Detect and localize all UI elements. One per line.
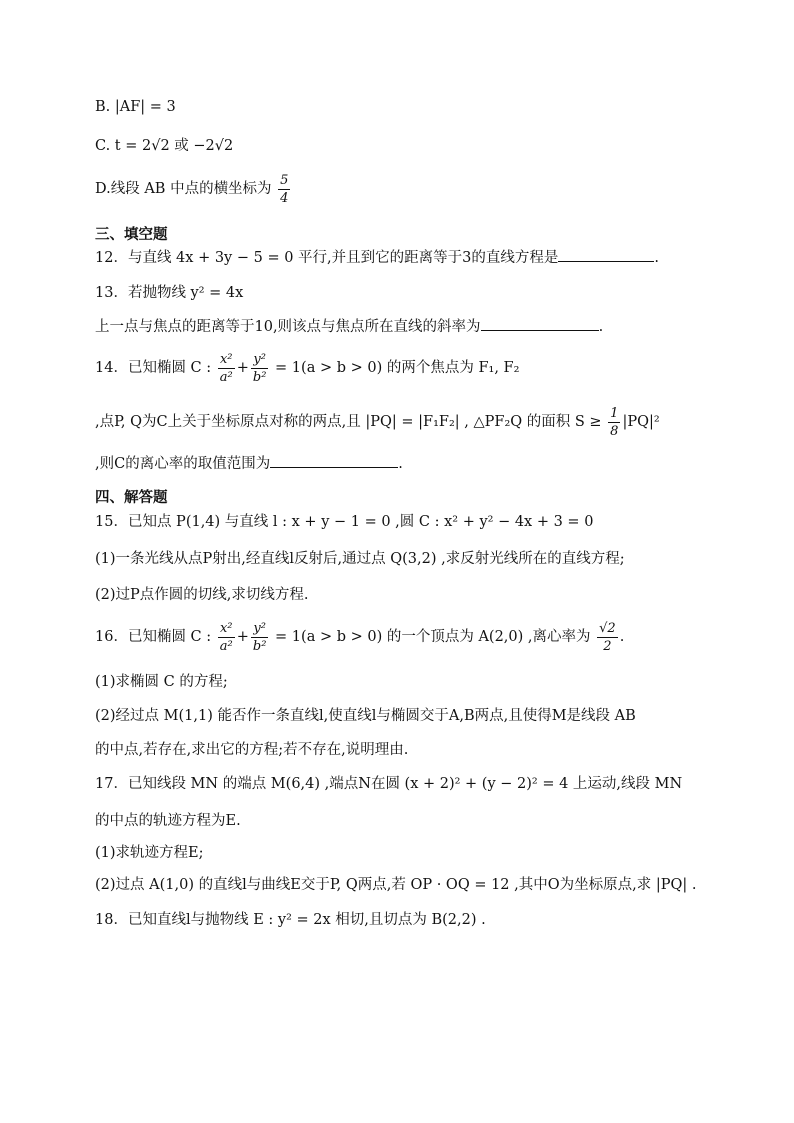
question-16-part2-line2: 的中点,若存在,求出它的方程;若不存在,说明理由.: [95, 742, 409, 758]
question-16-stem: 16．已知椭圆 C : $\frac{\text{x²}}{\text{a²}}$ + $\frac{\text{y²}}{\text{b²}}$ = 1(a > b > 0) 的一个顶点为 A(2,0) ,离心率为 $\frac{√2}{2}$ .: [95, 620, 625, 654]
question-18: 18．已知直线l与抛物线 E : y² = 2x 相切,且切点为 B(2,2) .: [95, 912, 486, 928]
choice-d: D.线段 AB 中点的横坐标为 $\frac{5}{4}$: [95, 172, 289, 206]
choice-b: B. |AF| = 3: [95, 99, 176, 115]
fraction: $\frac{\text{x²}}{\text{a²}}$: [219, 351, 233, 385]
question-14-line2: ,点P, Q为C上关于坐标原点对称的两点,且 |PQ| = |F₁F₂| , △PF₂Q 的面积 S ≥ $\frac{1}{8}$ |PQ|²: [95, 405, 660, 439]
section-heading-fill-blank: 三、填空题: [95, 227, 168, 243]
fraction: $\frac{√2}{2}$: [599, 620, 616, 654]
question-14-line3: ,则C的离心率的取值范围为 .: [95, 453, 403, 474]
question-13-line1: 13．若抛物线 y² = 4x: [95, 285, 244, 301]
section-heading-solutions: 四、解答题: [95, 490, 168, 506]
question-15-part1: (1)一条光线从点P射出,经直线l反射后,通过点 Q(3,2) ,求反射光线所在的直线方程;: [95, 551, 625, 567]
fraction: $\frac{\text{y²}}{\text{b²}}$: [252, 620, 267, 654]
question-17-stem-line2: 的中点的轨迹方程为E.: [95, 813, 241, 829]
question-15-stem: 15．已知点 P(1,4) 与直线 l : x + y − 1 = 0 ,圆 C : x² + y² − 4x + 3 = 0: [95, 514, 594, 530]
choice-c: C. t = 2√2 或 −2√2: [95, 138, 234, 154]
fraction: $\frac{5}{4}$: [280, 172, 289, 206]
question-17-part2: (2)过点 A(1,0) 的直线l与曲线E交于P, Q两点,若 OP · OQ = 12 ,其中O为坐标原点,求 |PQ| .: [95, 877, 697, 893]
question-16-part2-line1: (2)经过点 M(1,1) 能否作一条直线l,使直线l与椭圆交于A,B两点,且使得M是线段 AB: [95, 708, 636, 724]
question-14-line1: 14．已知椭圆 C : $\frac{\text{x²}}{\text{a²}}$ + $\frac{\text{y²}}{\text{b²}}$ = 1(a > b > 0) 的两个焦点为 F₁, F₂: [95, 351, 520, 385]
fraction: $\frac{1}{8}$: [610, 405, 619, 439]
question-15-part2: (2)过P点作圆的切线,求切线方程.: [95, 587, 309, 603]
fraction: $\frac{\text{y²}}{\text{b²}}$: [252, 351, 267, 385]
question-17-part1: (1)求轨迹方程E;: [95, 845, 204, 861]
question-12: 12．与直线 4x + 3y − 5 = 0 平行,并且到它的距离等于3的直线方程是 .: [95, 247, 659, 268]
question-17-stem-line1: 17．已知线段 MN 的端点 M(6,4) ,端点N在圆 (x + 2)² + (y − 2)² = 4 上运动,线段 MN: [95, 776, 683, 792]
question-16-part1: (1)求椭圆 C 的方程;: [95, 674, 228, 690]
question-13-line2: 上一点与焦点的距离等于10,则该点与焦点所在直线的斜率为 .: [95, 316, 603, 337]
fraction: $\frac{\text{x²}}{\text{a²}}$: [219, 620, 233, 654]
